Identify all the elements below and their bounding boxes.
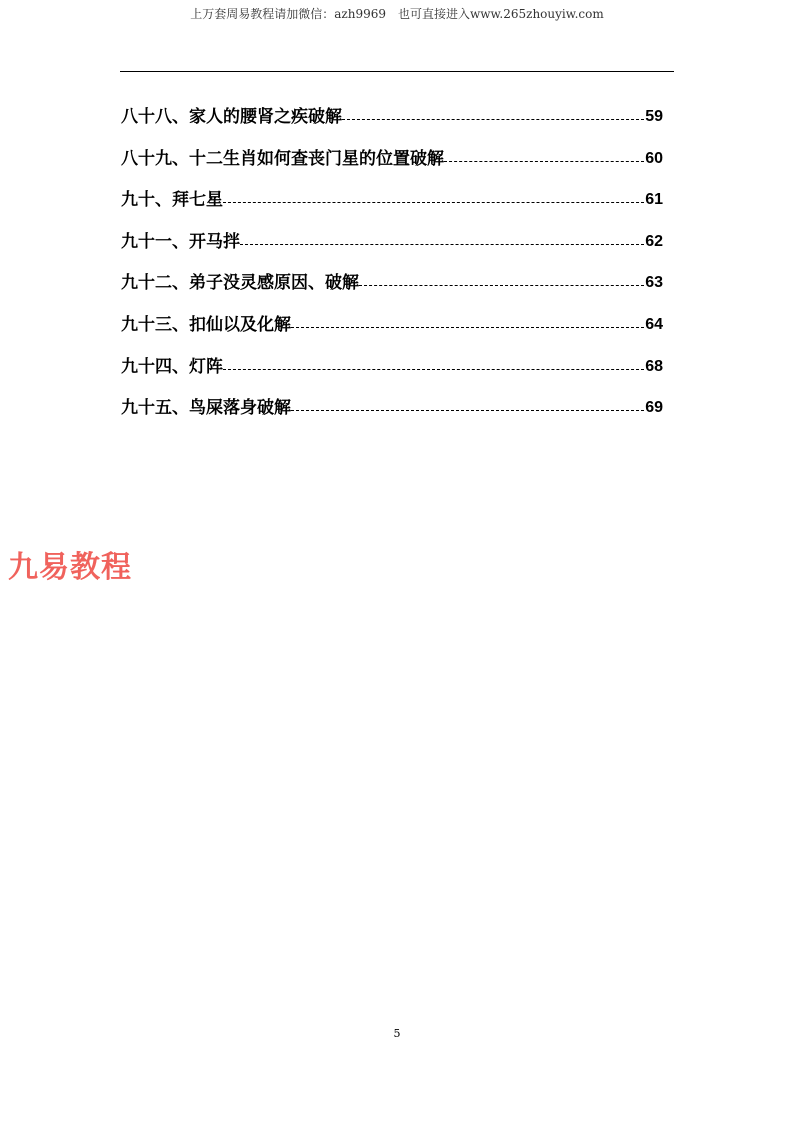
header-text: 上万套周易教程请加微信：azh9969 也可直接进入www.265zhouyiw.com [190, 7, 604, 21]
toc-entry-title: 九十一、开马拌 [121, 231, 240, 252]
toc-entry[interactable] [121, 314, 663, 356]
toc-entry-page: 60 [645, 149, 663, 167]
toc-dot-leader [240, 231, 645, 253]
watermark-logo: 九易教程 [8, 550, 132, 585]
toc-dot-leader [291, 397, 645, 419]
toc-dot-leader [359, 272, 645, 294]
toc-entry-page: 59 [645, 108, 663, 125]
toc-dot-leader [444, 148, 645, 170]
toc-entry[interactable] [121, 106, 663, 148]
toc-entry-page: 64 [645, 315, 663, 333]
toc-dot-leader [291, 314, 645, 336]
toc-entry-title: 九十、拜七星 [121, 190, 223, 211]
table-of-contents [121, 106, 663, 439]
toc-entry-page: 62 [645, 232, 663, 250]
toc-entry-title: 九十五、鸟屎落身破解 [121, 398, 291, 419]
toc-entry[interactable] [121, 231, 663, 273]
toc-entry[interactable] [121, 356, 663, 398]
toc-entry-title: 八十九、十二生肖如何查丧门星的位置破解 [121, 148, 444, 169]
toc-dot-leader [223, 356, 645, 378]
toc-entry-page: 61 [645, 191, 663, 209]
toc-entry-title: 九十四、灯阵 [121, 356, 223, 377]
toc-entry-page: 69 [645, 399, 663, 417]
toc-dot-leader [342, 106, 645, 128]
toc-entry[interactable] [121, 148, 663, 190]
toc-entry-page: 63 [645, 274, 663, 292]
toc-entry-title: 九十二、弟子没灵感原因、破解 [121, 273, 359, 294]
toc-entry[interactable] [121, 189, 663, 231]
header-divider [120, 71, 674, 72]
toc-entry[interactable] [121, 397, 663, 439]
toc-entry-title: 八十八、家人的腰肾之疾破解 [121, 107, 342, 127]
toc-entry[interactable] [121, 272, 663, 314]
toc-entry-page: 68 [645, 357, 663, 375]
toc-entry-title: 九十三、扣仙以及化解 [121, 314, 291, 335]
page-number: 5 [393, 1027, 401, 1040]
toc-dot-leader [223, 189, 645, 211]
